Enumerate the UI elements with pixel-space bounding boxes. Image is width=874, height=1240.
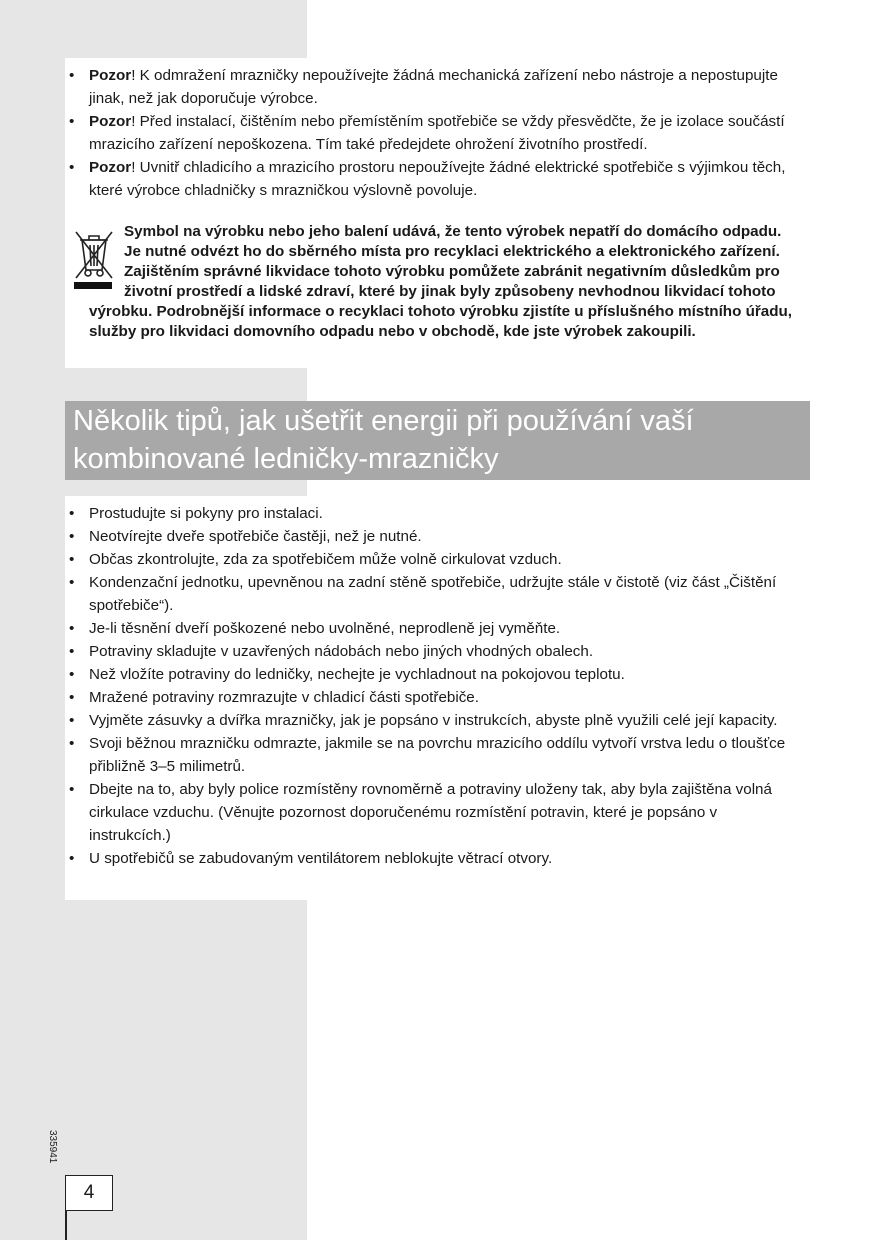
warning-item	[65, 110, 800, 156]
tip-item: • Prostudujte si pokyny pro instalaci.	[65, 502, 800, 525]
warning-label: Pozor	[89, 67, 132, 84]
recycling-notice	[65, 222, 795, 342]
tip-item: • U spotřebičů se zabudovaným ventilátorem neblokujte větrací otvory.	[65, 847, 800, 870]
section-heading: Několik tipů, jak ušetřit energii při používání vaší kombinované ledničky-mrazničky	[73, 405, 694, 475]
page-number: 4	[65, 1175, 113, 1211]
warnings-panel	[65, 58, 810, 368]
tips-list	[65, 502, 800, 870]
tip-item: • Vyjměte zásuvky a dvířka mrazničky, jak je popsáno v instrukcích, abyste plně využili celé její kapacity.	[65, 709, 800, 732]
warning-item	[65, 64, 800, 110]
tip-item: • Neotvírejte dveře spotřebiče častěji, než je nutné.	[65, 525, 800, 548]
tip-item: • Svoji běžnou mrazničku odmrazte, jakmile se na povrchu mrazicího oddílu vytvoří vrstva ledu o tloušťce přibližně 3–5 milimetrů.	[65, 732, 800, 778]
tip-item: • Je-li těsnění dveří poškozené nebo uvolněné, neprodleně jej vyměňte.	[65, 617, 800, 640]
warnings-list	[65, 64, 800, 202]
tip-item: • Než vložíte potraviny do ledničky, nechejte je vychladnout na pokojovou teplotu.	[65, 663, 800, 686]
warning-text: ! Před instalací, čištěním nebo přemístěním spotřebiče se vždy přesvědčte, že je izolace součástí mrazicího zařízení nepoškozena. Tím také předejdete ohrožení životního prostředí.	[89, 113, 785, 153]
warning-item	[65, 156, 800, 202]
tip-item: • Kondenzační jednotku, upevněnou na zadní stěně spotřebiče, udržujte stále v čistotě (viz část „Čištění spotřebiče“).	[65, 571, 800, 617]
warning-label: Pozor	[89, 113, 132, 130]
document-code: 335941	[47, 1130, 58, 1164]
warning-label: Pozor	[89, 159, 132, 176]
tip-item: • Potraviny skladujte v uzavřených nádobách nebo jiných vhodných obalech.	[65, 640, 800, 663]
recycling-text: Symbol na výrobku nebo jeho balení udává, že tento výrobek nepatří do domácího odpadu. Je nutné odvézt ho do sběrného místa pro recyklaci elektrického a elektronického zařízení. Zajištěním správné likvidace tohoto výrobku pomůžete zabránit negativním důsledkům pro životní prostředí a lidské zdraví, které by jinak byly způsobeny nevhodnou likvidací tohoto výrobku. Podrobnější informace o recyklaci tohoto výrobku zjistíte u příslušného místního úřadu, služby pro likvidaci domovního odpadu nebo v obchodě, kde jste výrobek zakoupili.	[89, 223, 792, 340]
section-heading-band	[65, 401, 810, 480]
crossed-out-wheelie-bin-icon	[70, 226, 116, 292]
warning-text: ! K odmražení mrazničky nepoužívejte žádná mechanická zařízení nebo nástroje a nepostupujte jinak, než jak doporučuje výrobce.	[89, 67, 778, 107]
tips-panel	[65, 496, 810, 900]
page-number-rule	[65, 1210, 67, 1240]
tip-item: • Dbejte na to, aby byly police rozmístěny rovnoměrně a potraviny uloženy tak, aby byla zajištěna volná cirkulace vzduchu. (Věnujte pozornost doporučenému rozmístění potravin, které je popsáno v instrukcích.)	[65, 778, 800, 847]
tip-item: • Občas zkontrolujte, zda za spotřebičem může volně cirkulovat vzduch.	[65, 548, 800, 571]
warning-text: ! Uvnitř chladicího a mrazicího prostoru nepoužívejte žádné elektrické spotřebiče s výjimkou těch, které výrobce chladničky s mrazničkou výslovně povoluje.	[89, 159, 786, 199]
tip-item: • Mražené potraviny rozmrazujte v chladicí části spotřebiče.	[65, 686, 800, 709]
